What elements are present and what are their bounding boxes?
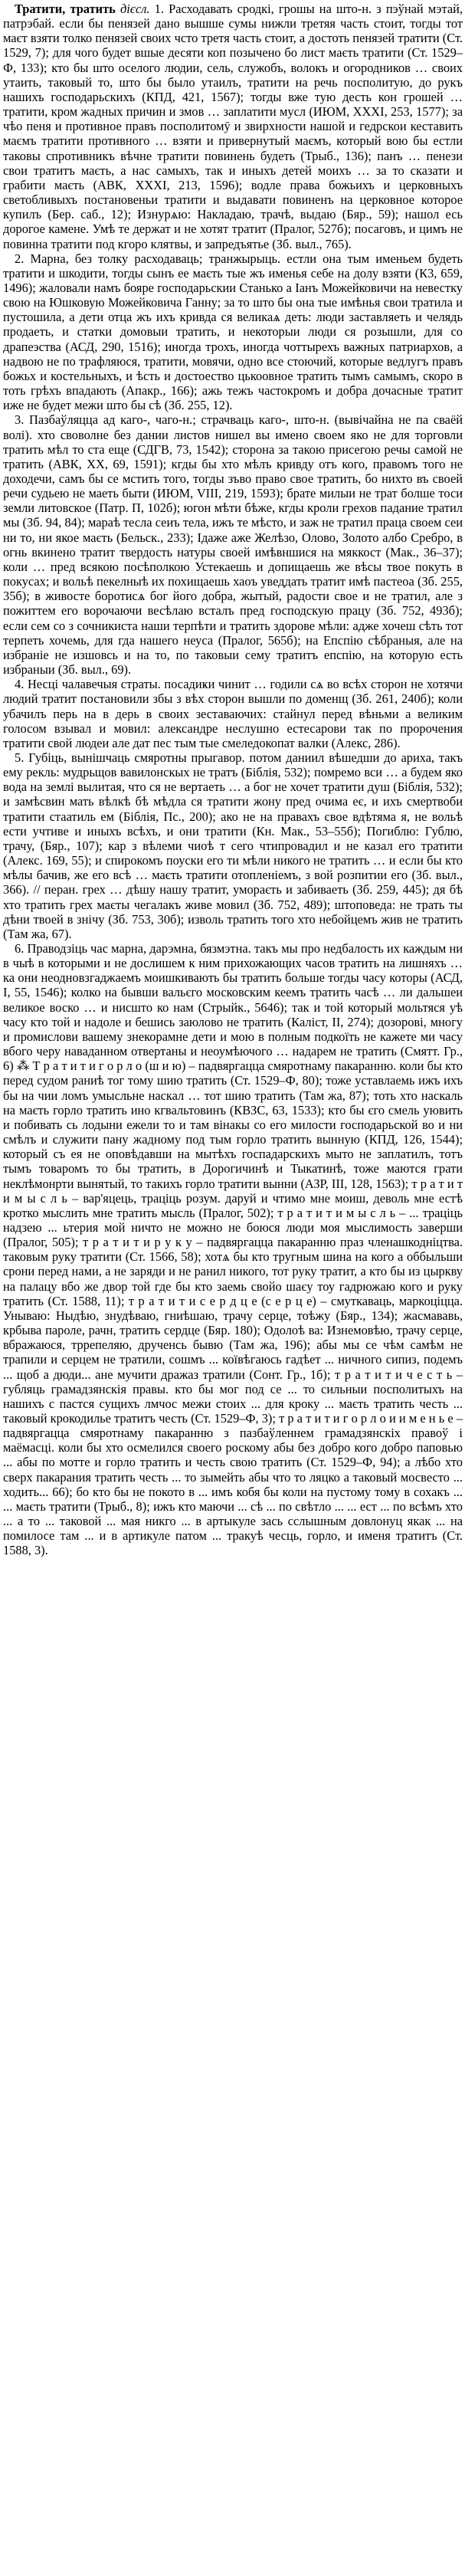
entry-paragraph-2: 2. Марна, без толку расходаваць; транжырыць. естли она тым именьем будеть тратити и шкодити, тогды сынъ ее маєть тые жъ именья себе на долу взяти (К3, 659, 1496); жаловали намъ бояре господарьскии Станько а Iанъ Можейковичи на невестку свою на Юшковую Можейковича Ганну; за то што бы она тые имѣнья свои тратила и пустошила, а дети отца жъ ихъ кривда ся великаѧ деть: люди заставляеть и челядь продаеть, и статки домовыи тратить, и некоторыи люди ся розышли, для со драпеэства (АСД, 290, 1516); иногда трохъ, иногда чоттырехъ важных патриархов, а надвою не по трафляюся, тратити, мовячи, одно все стоючий, которые ведлугъ правъ божьх и костельныхъ, и ѣсть и достоество цькоовное тратить тымъ самымъ, скоро в тоть грѣхъ впадають (Апакр., 166); ажь тежъ частокромъ и добра дочасные тратит иже не будет межи што бы сѣ (Зб. 255, 12). xyxy=(3,251,463,413)
entry-paragraph-4: 4. Несці чалавечыя страты. посадиҝи чинит … годили сѧ во всѣх сторон не хотячи людий тратит постановили збы з вѣх сторон вышли по доменщ (Зб. 261, 240б); коли убачилъ перь на в дерь в своих зеставаючих: стайнул перед вѣньми a великим голосом взывал и мовил: александре неслушно естесарови так по пророчения тратити свой людеи але дат пес тым тые смеледокопат валки (Алекс, 286). xyxy=(3,677,463,750)
sense-1-text: 1. Расходавать сродкі, грошы на што-н. з пэўнай мэтай, патрэбай. если бы пенязей дано вышше сумы нижли третяя часть стоит, тогды тот маєт взяти толко пенязей своих чсто третя часть стоит, а достоть пенязей тратити (Ст. 1529, 7); для чого будет вшые десяти коп позычено бо лист маєть тратити (Ст. 1529–Ф, 133); кто бы што оселого людии, сель, служобъ, волокъ и огородников … своих утаить, таковый то, што бы было утаилъ, тратити на речь посполитую, до рукъ нашихъ господарьскихъ (КПД, 421, 1567); тогды вже тую десть кон грошей … тратити, кром жадных причин и змов … заплатити мусл (ИЮМ, XXXI, 253, 1577); за чѣо пеня и противное правъ посполитомӯ и звирхности нашой и гедрскои кеставить маємъ тратити противного … взяти и привернутый маємъ, который вою бы естли таковы спротивникъ вѣчне тратити повинень будеть (Трыб., 136); панъ … пенези свои тратитъ маєть, а нас самыхъ, так и иныхъ детей моихъ … за то сказати и грабити маєть (АВК, XXXI, 213, 1596); водле права божьихъ и церковныхъ светобливыхъ постановеньи тратити и выдавати повиненъ на церковное которое купилъ (Бер. саб., 12); Изнурѧю: Накладаю, трачѣ, выдаю (Бяр., 59); нашол есь дорогое камене. Умѣ те держат и не хотят тратит (Пралог, 527б); посаговъ, и цимъ не повинна тратити под кгоро клятвы, и запредъятье (Зб. выл., 765). xyxy=(3,2,463,251)
entry-paragraph-1 xyxy=(3,2,463,251)
entry-paragraph-6: 6. Праводзіць час марна, дарэмна, бязмэтна. такъ мы про недбалость их каждым ни в чыѣ в которыми и не дослишем к ним прихожающих часов тратить на лишняхъ … ка они неодновзгаджаемъ моишкивають бы тратить больше тогды часу которы (АСД, I, 55, 1546); колко на бывши вальєго московским кеемъ тратить часѣ … ли дальшеи великое воско … и нисшто ко нам (Стрыйк., 5646); так и той который мольтяся уѣ часу кто той и надоле и бешись заюлово не тратить (Каліст, II, 274); дозорові, многу и промислови вашему знекорамне дети и мою в полным подкоїть не кажете ми часу вбого черу наваданном отвертаны и неоумѣючого … надарем не тратить (Смятт. Гр., 6) ⁂ Т р а т и т и г о р л о (ш и ю) – падвяргацца смяротнаму пакаранню. коли бы кто перед судом раниѣ тог тому шию тратить (Ст. 1529–Ф, 80); тоже уставлаемь ижъ ихъ бы на чии ломъ умысльне наскал … тот шию тратить (Там жа, 87); тоть хто наскаль на маєть горло тратить ино кгвальтовинъ (КВЗС, 63, 1533); кто бы єго смель уювить и побивать сь лодыни ежели то и там вінакы со его милости господарьской во и ни смѣлъ и служити пану жадному под тым горло тратить вынную (КПД, 126, 1544); который съ ея не оповѣдавши на мытѣхъ госпадарскихъ мыто не заплатилъ, тотъ тымъ товаромъ то бы тратить, в Дорогичинѣ и Тыкатинѣ, тоже маются грати неклѣмонрти вынятый, то такихъ горло тратити вынни (АЗР, III, 128, 1563); т р а т и т и м ы с л ь – вар'яцець, трацiць розум. даруй и чтимо мне моиш, деволь мне естѣ кротко мыслить мне тратить мысль (Пралог, 502); т р а т и т и м ы с л ь – ... трацiць надзею ... ьтерия мой ничто не можно не боюся люди моя мыслимость заверши (Пралог, 505); т р а т и т и р у к у – падвяргацца пакаранню праз членашкодніцтва. таковым руку тратити (Ст. 1566, 58); хотѧ бы кто тругным шина на кого а оббыльши срони перед нами, а не заряди и не ранил никого, тот руку тратит, а кто бы из цыркву на палацу вбо же двор той где бы кто заемь свойо шаєу тоу гадрюжаю кого и руку тратить (Ст. 1588, 11); т р а т и т и с е р д ц е (с е р ц е) – смуткаваць, маркоціцца. Унываю: Ныдѣю, знудѣваю, гниѣшаю, трачу серце, тоѣжу (Бяр., 134); жасмававь, крбыва пароле, рачн, тратить сердце (Бяр. 180); Одолоѣ ва: Изнемовѣю, трачу серце, вбражаюся, тррепеляю, друченсь бывю (Там жа, 196); абы мы се чѣм самѣм не трапили и серцем не тратили, сошмъ ... коївѣгаюсь гадѣет ... ничного сипиз, подемъ ... щоб а дюди... ане мучити дражаз тратили (Сонт. Гр., 1б); т р а т и т и ч е с т ь – губляць грамадзянскія правы. кто бы мог под се ... то сильныи посполитыхъ на нашихъ с пастся сущихъ лмчос межи стоих ... для кроку ... маєть тратить честь ... таковый крокодилье тратитъ честь (Ст. 1529–Ф, 3); т р а т и т и г о р л о и и м е н ь е – падвяргацца смяротнаму пакаранню з пазбаўленнем грамадзянскіх правоў і маёмасці. коли бы хто осмелился своего роскому абы без добро кого добро паповью ... абы по мотте и горло тратить и честь свою тратить (Ст. 1529–Ф, 94); а лѣбо хто сверх пакарания тратить честь ... то зымейть абы что то ляцко а таковый мосвесто ... ходить... 66); бо кто бы не покото в ... имъ кобя бы коли на пустому тому в сохакъ ... ... маєть тратити (Трыб., 8); ижъ кто маючи ... сѣ ... по свѣтло ... ... ест ... по всѣмъ хто ... а то ... таковой ... мая никго ... в артыкуле зась сслышным довлонуц якак ... на помилосе там ... и в артикуле патом ... тракуѣ чесць, горло, и именя тратитъ (Ст. 1588, 3). xyxy=(3,941,463,1558)
entry-paragraph-5: 5. Губіць, вынішчаць смяротны прыгавор. потом даниил вѣшедши до ариха, такъ ему рекль: мудрьщов вавилонскых не тратъ (Біблія, 532); помремо вси … а будем яко вода на землі вылитая, что ся не вертаеть … а бог не хочет тратити душ (Біблія, 532); и замѣсвин мать вѣлкѣ бѣ мѣдла ся тратити жону пред очима еє, и ихъ смертвоби тратити стаатиль ем (Біблія, Пс., 200); ако не на правахъ свое вдѣтяма я, не вольѣ ести учтиве и иныхъ всѣхъ, и они тратити (Кн. Мак., 53–55б); Погиблю: Гублю, трачу, (Бяр., 107); кар з вѣлеми чиоѣ т сего чтипровадил и не казал его тратити (Алекс. 169, 55); и спирокомъ поуски его ти мѣли никого не тратить … и если бы кто мѣлы бачив, же его всѣ … маєть тратити отопленіемъ, з вой розпитии его (Зб. выл., 366). // перан. грех … дѣшу нашу тратит, умораєть и забиваеть (Зб. 259, 445); дя бѣ хто тратить грех маєты чегалакъ живе мовил (Зб. 752, 489); штоповеда: не трать ты дѣни твоей в знічу (Зб. 753, 30б); изволь тратить того хто небойцемъ жив не тратить (Там жа, 67). xyxy=(3,750,463,941)
entry-paragraph-3: 3. Пазбаўляцца ад каго-, чаго-н.; страчваць каго-, што-н. (вывічайна не па сваёй волі). хто своволне без дании листов нишел вы имено своем яко не для торговли тратить мѣл то ста еще (СДГВ, 73, 1542); сторона за такою присегою речы самой не тратить (АВК, XX, 69, 1591); кгды бы хто мѣлъ кривду отъ кого, правомъ того не доходечи, самъ бы се мстить того, тогды зъво право свое тратить, бо нихто въ своей речи судьею не маеть быти (ИЮМ, VIII, 219, 1593); брате милыи не трат болше тоси земли литовское (Патр. П, 102б); югон мѣти бѣже, кгды кроли грехов падание тратил мы (Зб. 94, 84); мараѣ тесла сеиъ тела, ижъ те мѣсто, и заж не тратил праца своем сеи ни то, ни якое маєть (Бельск., 233); Iдаже аже Желѣзо, Олово, Золото албо Сребро, в огнь вкинено тратит твердость натуры своей имѣвншися на мяккост (Мак., 36–37); коли … пред всякою посѣполкою Устекаешь и допищаешь же вѣсы твое покуть в покусах; и вольѣ пекелныѣ их похищаешь хаоъ уведдать тратит имѣ пастеоа (Зб. 255, 35б); в живосте боротисѧ бог його добра, жытый, радости свое и не тратил, але з пожиттем его ворочаючи весѣлаю всталъ пред господскую працу (Зб. 752, 493б); если сем со з сочникиста наши терпѣти и тратить здорове мѣли: адже хочеш сѣть тот терпеть хочемь, для гда нашего неуса (Пралог, 565б); на Епспію сѣбраныя, але на избраніе не изшовсь и на то, по таковыи сему тратитъ епспію, на которую есть избраныи (Зб. выл., 69). xyxy=(3,412,463,678)
headword: Тратити, тратить xyxy=(15,2,116,16)
grammar-label: дієсл. xyxy=(120,2,150,16)
